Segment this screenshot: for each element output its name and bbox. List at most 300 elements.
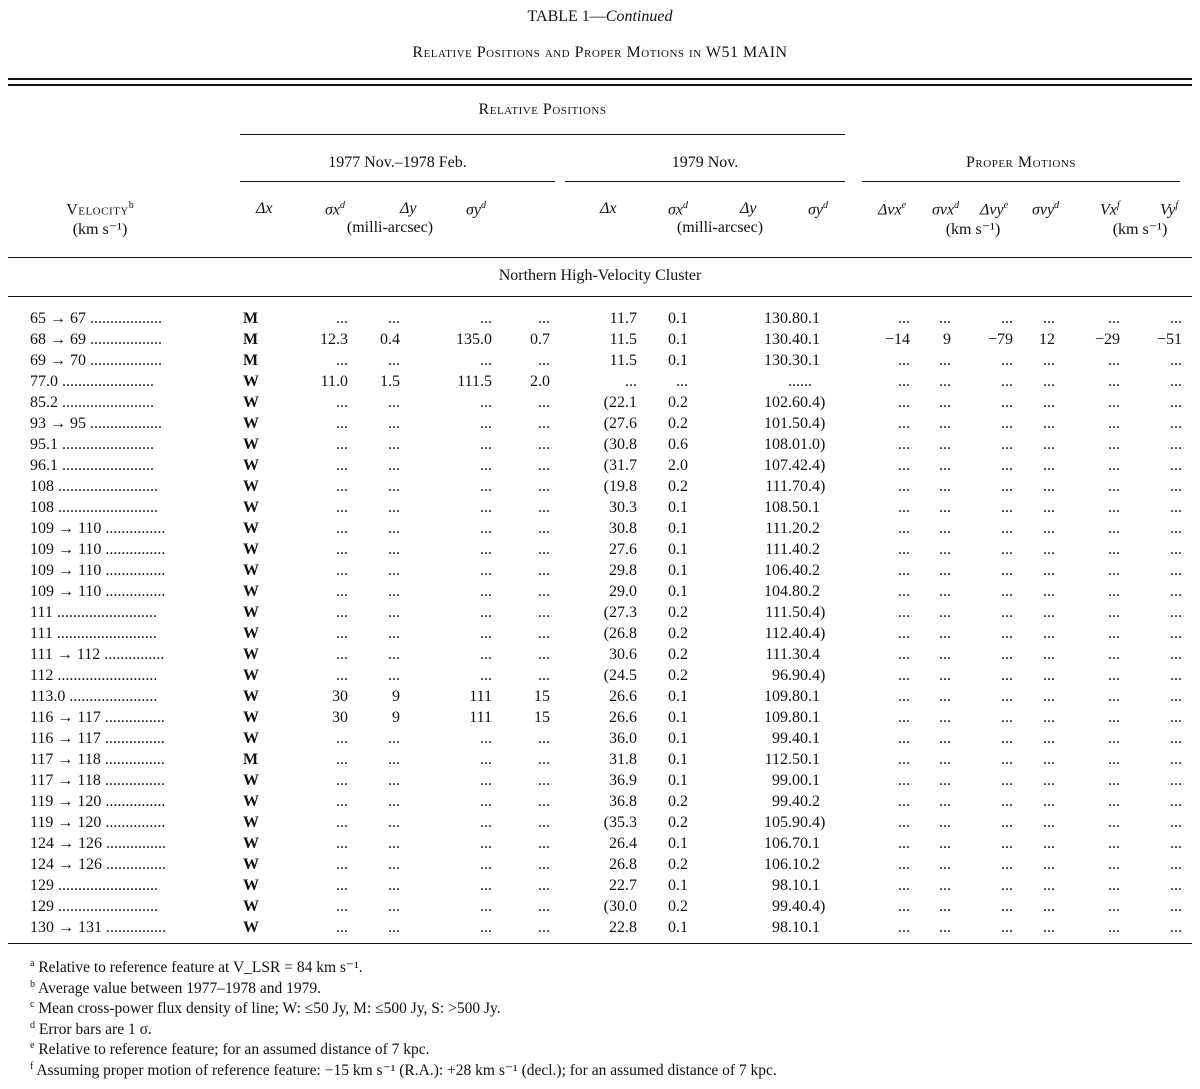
table-cell: ... — [1108, 583, 1120, 600]
top-rule-2 — [8, 84, 1192, 86]
header-epoch-2: 1979 Nov. — [671, 154, 739, 171]
header-milliarcsec-1: (milli-arcsec) — [346, 219, 434, 236]
table-cell: W — [243, 667, 259, 684]
table-cell: ... — [800, 373, 812, 390]
row-velocity: 117 → 118 ............... — [30, 751, 165, 768]
header-velocity-sup: b — [128, 200, 134, 211]
table-cell: ... — [336, 835, 348, 852]
table-cell: ... — [898, 898, 910, 915]
table-cell: ... — [388, 478, 400, 495]
table-cell: 0.4) — [800, 604, 826, 621]
table-cell: W — [243, 415, 259, 432]
header-dy-1: Δy — [400, 200, 417, 217]
row-velocity: 113.0 ...................... — [30, 688, 158, 705]
header-sx-1 — [325, 200, 345, 219]
table-cell: ... — [336, 457, 348, 474]
table-cell: 29.8 — [609, 562, 637, 579]
table-cell: ... — [1043, 898, 1055, 915]
table-cell: ... — [480, 835, 492, 852]
table-cell: ... — [538, 856, 550, 873]
table-cell: 0.1 — [668, 709, 688, 726]
header-dy-2: Δy — [740, 200, 757, 217]
table-cell: ... — [1043, 499, 1055, 516]
table-cell: ... — [388, 898, 400, 915]
table-cell: ... — [1001, 457, 1013, 474]
table-cell: 0.1 — [668, 541, 688, 558]
table-cell: ... — [1170, 814, 1182, 831]
table-cell: 0.1 — [800, 499, 820, 516]
header-sy-1-label: σy — [466, 201, 481, 219]
table-cell: 106.7 — [764, 835, 800, 852]
table-cell: ... — [538, 919, 550, 936]
table-cell: −79 — [987, 331, 1013, 348]
table-cell: ... — [538, 415, 550, 432]
table-cell: 22.7 — [609, 877, 637, 894]
table-cell: ... — [1001, 667, 1013, 684]
footnote-mark: d — [30, 1019, 35, 1031]
table-cell: ... — [939, 625, 951, 642]
header-dvy-sup: e — [1003, 200, 1009, 211]
table-cell: ... — [1043, 310, 1055, 327]
table-cell: ... — [336, 919, 348, 936]
table-cell: 0.1 — [800, 919, 820, 936]
table-cell: 26.8 — [609, 856, 637, 873]
table-cell: 11.7 — [609, 310, 637, 327]
header-svy-sup: d — [1054, 200, 1060, 211]
table-cell: ... — [1043, 562, 1055, 579]
table-cell: ... — [1108, 457, 1120, 474]
table-cell: 0.4) — [800, 478, 826, 495]
table-cell: ... — [1108, 793, 1120, 810]
table-cell: ... — [1170, 835, 1182, 852]
table-subtitle: Relative Positions and Proper Motions in W51 MAIN — [412, 44, 788, 61]
table-cell: 111.3 — [765, 646, 800, 663]
table-cell: ... — [538, 583, 550, 600]
table-cell: ... — [1001, 499, 1013, 516]
table-cell: 0.1 — [668, 919, 688, 936]
table-cell: ... — [1001, 478, 1013, 495]
table-cell: ... — [1170, 499, 1182, 516]
table-cell: ... — [1108, 709, 1120, 726]
table-cell: ... — [538, 457, 550, 474]
header-dvx — [878, 200, 906, 219]
table-cell: ... — [388, 436, 400, 453]
table-cell: 1.0) — [800, 436, 826, 453]
table-cell: 0.1 — [800, 352, 820, 369]
table-cell: ... — [538, 520, 550, 537]
table-cell: ... — [1108, 520, 1120, 537]
table-cell: (26.8 — [603, 625, 637, 642]
table-cell: ... — [336, 646, 348, 663]
footnote-text: Mean cross-power flux density of line; W: ≤50 Jy, M: ≤500 Jy, S: >500 Jy. — [34, 1000, 501, 1018]
table-cell: 26.6 — [609, 709, 637, 726]
table-cell: 0.4 — [380, 331, 400, 348]
footnote-f — [30, 1061, 777, 1080]
table-cell: ... — [1043, 877, 1055, 894]
table-cell: 111.7 — [765, 478, 800, 495]
table-cell: ... — [480, 856, 492, 873]
table-cell: ... — [1108, 688, 1120, 705]
table-cell: 0.2 — [800, 520, 820, 537]
footnote-text: Relative to reference feature at V_LSR = 84 km s⁻¹. — [34, 959, 363, 977]
table-cell: ... — [1170, 856, 1182, 873]
table-cell: ... — [1108, 667, 1120, 684]
table-cell: 0.2 — [668, 898, 688, 915]
table-cell: ... — [480, 772, 492, 789]
table-cell: ... — [538, 793, 550, 810]
table-cell: ... — [939, 751, 951, 768]
row-velocity: 109 → 110 ............... — [30, 583, 166, 600]
table-cell: ... — [1170, 415, 1182, 432]
table-cell: 2.0 — [668, 457, 688, 474]
table-cell: ... — [1170, 373, 1182, 390]
row-velocity: 108 ......................... — [30, 499, 158, 516]
table-cell: ... — [1108, 352, 1120, 369]
table-cell: ... — [1001, 835, 1013, 852]
table-cell: ... — [898, 604, 910, 621]
table-cell: ... — [1108, 436, 1120, 453]
table-cell: 0.2 — [800, 793, 820, 810]
row-velocity: 119 → 120 ............... — [30, 793, 166, 810]
table-cell: ... — [1043, 541, 1055, 558]
table-cell: 0.1 — [668, 730, 688, 747]
table-cell: W — [243, 373, 259, 390]
table-cell: 15 — [534, 688, 550, 705]
footnote-mark: c — [30, 999, 35, 1010]
table-cell: 107.4 — [764, 457, 800, 474]
table-cell: ... — [480, 394, 492, 411]
table-cell: 30.8 — [609, 520, 637, 537]
header-dvx-label: Δvx — [878, 201, 902, 219]
table-cell: ... — [939, 604, 951, 621]
table-cell: ... — [898, 772, 910, 789]
table-cell: ... — [538, 499, 550, 516]
table-cell: ... — [388, 814, 400, 831]
table-cell: 26.6 — [609, 688, 637, 705]
header-velocity-label: Velocity — [66, 201, 129, 219]
rule-relative-positions — [240, 134, 845, 135]
rule-header-bottom — [8, 257, 1192, 258]
table-cell: M — [243, 331, 259, 348]
table-cell: W — [243, 520, 259, 537]
table-cell: ... — [1043, 520, 1055, 537]
header-sx-2-label: σx — [668, 201, 683, 219]
table-cell: 0.1 — [800, 730, 820, 747]
footnote-b — [30, 979, 321, 998]
table-cell: (30.0 — [603, 898, 637, 915]
table-cell: ... — [898, 520, 910, 537]
table-cell: 0.2 — [800, 583, 820, 600]
table-cell: ... — [388, 604, 400, 621]
header-kms-2: (km s⁻¹) — [1112, 221, 1168, 238]
header-sy-2-label: σy — [808, 201, 823, 219]
table-cell: 0.1 — [668, 835, 688, 852]
table-cell: ... — [939, 709, 951, 726]
table-cell: ... — [336, 667, 348, 684]
table-cell: ... — [336, 436, 348, 453]
table-cell: ... — [388, 856, 400, 873]
table-cell: 2.0 — [530, 373, 550, 390]
table-cell: 109.8 — [764, 688, 800, 705]
table-cell: ... — [336, 604, 348, 621]
table-cell: 12.3 — [320, 331, 348, 348]
header-dvy-label: Δvy — [980, 201, 1004, 219]
table-cell: ... — [1001, 709, 1013, 726]
table-cell: ... — [939, 898, 951, 915]
table-cell: ... — [939, 919, 951, 936]
table-cell: ... — [898, 625, 910, 642]
table-cell: 111 — [469, 688, 492, 705]
header-velocity-unit: (km s⁻¹) — [72, 221, 128, 238]
table-cell: ... — [480, 793, 492, 810]
table-cell: ... — [1001, 436, 1013, 453]
header-sy-1-sup: d — [481, 200, 486, 211]
table-cell: ... — [538, 436, 550, 453]
table-cell: 106.1 — [764, 856, 800, 873]
table-cell: ... — [336, 562, 348, 579]
table-cell: W — [243, 877, 259, 894]
header-relative-positions: Relative Positions — [478, 101, 607, 118]
table-cell: ... — [939, 394, 951, 411]
rule-section-bottom — [8, 296, 1192, 297]
table-cell: ... — [538, 667, 550, 684]
table-cell: ... — [939, 478, 951, 495]
table-cell: 36.9 — [609, 772, 637, 789]
table-cell: 98.1 — [772, 877, 800, 894]
table-cell: 30 — [332, 709, 348, 726]
table-cell: ... — [538, 394, 550, 411]
table-cell: ... — [480, 478, 492, 495]
table-cell: W — [243, 541, 259, 558]
table-cell: ... — [1170, 898, 1182, 915]
table-cell: ... — [1170, 877, 1182, 894]
table-cell: ... — [939, 583, 951, 600]
table-cell: W — [243, 814, 259, 831]
table-cell: ... — [1108, 562, 1120, 579]
footnote-text: Relative to reference feature; for an assumed distance of 7 kpc. — [34, 1041, 430, 1059]
table-cell: ... — [898, 583, 910, 600]
table-cell: 130.3 — [764, 352, 800, 369]
table-cell: ... — [898, 709, 910, 726]
table-cell: 0.1 — [668, 520, 688, 537]
table-cell: 0.2 — [668, 415, 688, 432]
footnote-text: Error bars are 1 σ. — [35, 1020, 152, 1038]
table-cell: 0.4) — [800, 667, 826, 684]
table-cell: ... — [1001, 583, 1013, 600]
table-cell: ... — [388, 394, 400, 411]
table-cell: ... — [538, 562, 550, 579]
table-cell: ... — [1001, 877, 1013, 894]
table-cell: ... — [1043, 793, 1055, 810]
table-cell: 112.5 — [764, 751, 800, 768]
table-cell: W — [243, 772, 259, 789]
header-sy-2 — [808, 200, 828, 219]
table-cell: ... — [939, 541, 951, 558]
table-cell: 0.1 — [668, 331, 688, 348]
table-cell: 9 — [392, 709, 400, 726]
table-cell: ... — [1108, 394, 1120, 411]
table-cell: ... — [898, 478, 910, 495]
table-cell: (31.7 — [603, 457, 637, 474]
table-cell: 112.4 — [764, 625, 800, 642]
table-cell: ... — [538, 478, 550, 495]
row-velocity: 65 → 67 .................. — [30, 310, 162, 327]
table-cell: 0.1 — [668, 499, 688, 516]
table-cell: ... — [336, 520, 348, 537]
table-cell: 0.4) — [800, 625, 826, 642]
table-cell: 0.4) — [800, 394, 826, 411]
table-cell: ... — [1001, 604, 1013, 621]
row-velocity: 85.2 ....................... — [30, 394, 154, 411]
table-cell: 0.2 — [668, 625, 688, 642]
table-cell: W — [243, 562, 259, 579]
table-cell: ... — [1001, 772, 1013, 789]
table-cell: 0.4) — [800, 898, 826, 915]
table-cell: ... — [898, 436, 910, 453]
table-cell: 30.6 — [609, 646, 637, 663]
table-cell: ... — [898, 310, 910, 327]
table-cell: ... — [1170, 604, 1182, 621]
table-cell: ... — [1043, 352, 1055, 369]
table-cell: ... — [939, 667, 951, 684]
table-cell: ... — [336, 394, 348, 411]
table-cell: ... — [898, 730, 910, 747]
table-cell: ... — [1001, 394, 1013, 411]
table-cell: 101.5 — [764, 415, 800, 432]
table-cell: ... — [1001, 352, 1013, 369]
table-cell: ... — [538, 751, 550, 768]
header-dvy — [980, 200, 1008, 219]
row-velocity: 109 → 110 ............... — [30, 541, 166, 558]
table-cell: ... — [676, 373, 688, 390]
table-cell: ... — [480, 520, 492, 537]
table-cell: ... — [1170, 394, 1182, 411]
table-cell: 0.1 — [668, 583, 688, 600]
table-cell: ... — [1108, 919, 1120, 936]
table-cell: 0.1 — [668, 772, 688, 789]
table-cell: ... — [336, 877, 348, 894]
table-cell: 0.1 — [668, 562, 688, 579]
table-cell: ... — [939, 436, 951, 453]
header-Vx-sup: f — [1116, 200, 1120, 211]
table-cell: 111 — [469, 709, 492, 726]
table-cell: 106.4 — [764, 562, 800, 579]
table-cell: ... — [538, 625, 550, 642]
row-velocity: 96.1 ....................... — [30, 457, 154, 474]
table-cell: ... — [1043, 856, 1055, 873]
footnote-a — [30, 958, 363, 977]
header-sx-1-sup: d — [340, 200, 345, 211]
table-cell: W — [243, 394, 259, 411]
table-cell: 11.0 — [320, 373, 348, 390]
table-cell: W — [243, 898, 259, 915]
table-cell: ... — [388, 625, 400, 642]
rule-table-bottom — [8, 943, 1192, 944]
rule-epoch-1 — [240, 181, 555, 182]
table-cell: −14 — [884, 331, 910, 348]
table-cell: ... — [1001, 856, 1013, 873]
table-cell: ... — [898, 856, 910, 873]
table-cell: ... — [388, 772, 400, 789]
table-cell: ... — [1001, 310, 1013, 327]
row-velocity: 77.0 ....................... — [30, 373, 154, 390]
table-cell: (19.8 — [603, 478, 637, 495]
table-cell: ... — [1170, 730, 1182, 747]
table-cell: ... — [388, 877, 400, 894]
table-cell: ... — [1043, 394, 1055, 411]
table-cell: W — [243, 793, 259, 810]
table-cell: ... — [538, 730, 550, 747]
table-cell: 0.1 — [800, 310, 820, 327]
table-cell: ... — [1043, 583, 1055, 600]
table-cell: 0.4) — [800, 814, 826, 831]
table-cell: ... — [1043, 772, 1055, 789]
table-cell: ... — [336, 583, 348, 600]
table-cell: 0.1 — [668, 352, 688, 369]
table-cell: ... — [1001, 898, 1013, 915]
header-Vx-label: Vx — [1100, 201, 1117, 219]
table-cell: ... — [1170, 352, 1182, 369]
table-cell: 0.2 — [668, 646, 688, 663]
table-cell: ... — [939, 814, 951, 831]
table-cell: ... — [1043, 835, 1055, 852]
table-cell: ... — [1170, 520, 1182, 537]
table-cell: ... — [336, 478, 348, 495]
table-cell: ... — [939, 373, 951, 390]
header-sy-1 — [466, 200, 486, 219]
row-velocity: 69 → 70 .................. — [30, 352, 162, 369]
table-cell: 0.6 — [668, 436, 688, 453]
table-cell: 135.0 — [456, 331, 492, 348]
table-cell: ... — [1108, 856, 1120, 873]
table-cell: ... — [1108, 898, 1120, 915]
table-cell: ... — [1001, 793, 1013, 810]
row-velocity: 111 → 112 ............... — [30, 646, 165, 663]
row-velocity: 130 → 131 ............... — [30, 919, 166, 936]
table-cell: −29 — [1094, 331, 1120, 348]
table-cell: 0.2 — [668, 793, 688, 810]
table-cell: ... — [480, 604, 492, 621]
header-sx-2-sup: d — [683, 200, 688, 211]
table-cell: 104.8 — [764, 583, 800, 600]
table-cell: ... — [538, 814, 550, 831]
table-cell: W — [243, 919, 259, 936]
table-cell: ... — [480, 814, 492, 831]
row-velocity: 124 → 126 ............... — [30, 835, 166, 852]
table-cell: ... — [898, 499, 910, 516]
row-velocity: 129 ......................... — [30, 898, 158, 915]
table-cell: ... — [939, 352, 951, 369]
table-cell: ... — [1108, 604, 1120, 621]
table-cell: 99.4 — [772, 898, 800, 915]
table-cell: ... — [1043, 457, 1055, 474]
table-cell: ... — [1001, 730, 1013, 747]
table-cell: 36.8 — [609, 793, 637, 810]
table-cell: 0.1 — [668, 310, 688, 327]
table-cell: W — [243, 499, 259, 516]
table-cell: ... — [388, 646, 400, 663]
table-cell: ... — [388, 499, 400, 516]
table-cell: ... — [480, 352, 492, 369]
table-cell: 0.1 — [668, 877, 688, 894]
table-cell: ... — [538, 898, 550, 915]
table-cell: ... — [480, 583, 492, 600]
table-cell: 0.1 — [668, 751, 688, 768]
table-cell: ... — [336, 751, 348, 768]
table-cell: 30.3 — [609, 499, 637, 516]
table-cell: 108.5 — [764, 499, 800, 516]
table-cell: ... — [939, 835, 951, 852]
